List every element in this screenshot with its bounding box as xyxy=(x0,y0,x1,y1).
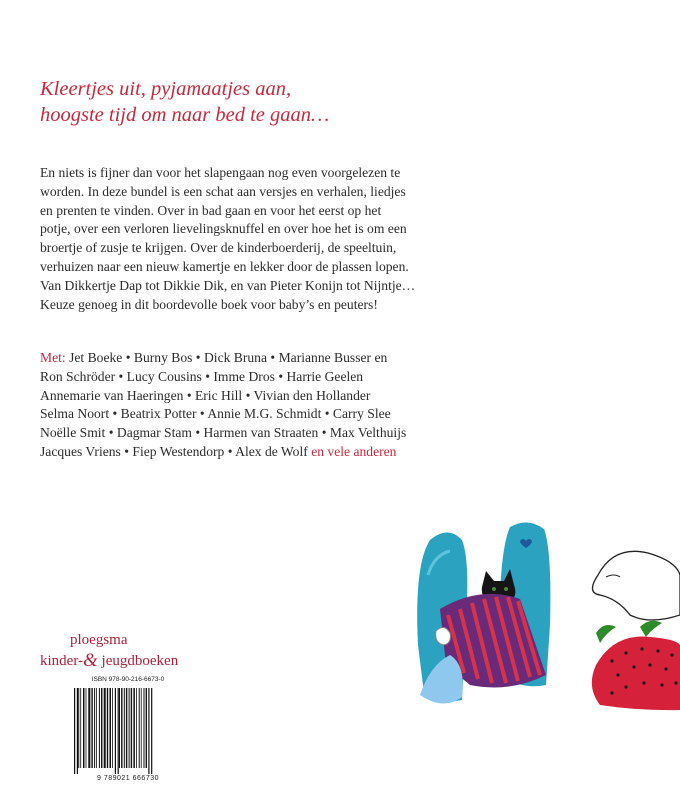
barcode-bar xyxy=(101,688,102,768)
bedtime-illustration xyxy=(400,515,680,715)
barcode-bar xyxy=(139,688,140,768)
barcode-bar xyxy=(124,688,125,768)
barcode-bar xyxy=(119,688,120,768)
barcode-bar xyxy=(112,688,113,768)
blurb-line: potje, over een verloren lievelingsknuffel en over hoe het is om een xyxy=(40,221,407,237)
barcode-bar xyxy=(104,688,106,768)
author-list-more: en vele anderen xyxy=(311,443,397,459)
blurb-line: worden. In deze bundel is een schat aan versjes en verhalen, liedjes xyxy=(40,183,406,199)
barcode-bar xyxy=(148,688,149,774)
publisher-jeugd: jeugdboeken xyxy=(101,653,179,669)
barcode-bar xyxy=(118,688,119,774)
barcode-bar xyxy=(107,688,108,768)
author-line: Annemarie van Haeringen • Eric Hill • Vivian den Hollander xyxy=(40,387,371,403)
author-line: Ron Schröder • Lucy Cousins • Imme Dros • Harrie Geelen xyxy=(40,368,364,384)
barcode-bar xyxy=(141,688,142,768)
ean-number: 9 789021 666730 xyxy=(97,775,159,782)
barcode-bar xyxy=(96,688,97,768)
barcode-bar xyxy=(144,688,145,768)
barcode-bars xyxy=(74,688,182,774)
blurb-line: en prenten te vinden. Over in bad gaan en voor het eerst op het xyxy=(40,202,382,218)
barcode-bar xyxy=(74,688,75,774)
barcode xyxy=(72,676,184,788)
author-line: Selma Noort • Beatrix Potter • Annie M.G. Schmidt • Carry Slee xyxy=(40,406,391,422)
barcode-bar xyxy=(121,688,122,768)
barcode-bar xyxy=(151,688,152,774)
author-line: Noëlle Smit • Dagmar Stam • Harmen van Straaten • Max Velthuijs xyxy=(40,425,407,441)
barcode-bar xyxy=(115,688,116,774)
barcode-bar xyxy=(110,688,112,768)
child xyxy=(436,627,451,645)
barcode-bar xyxy=(88,688,90,768)
author-list xyxy=(40,349,460,462)
isbn-number: ISBN 978-90-216-6673-0 xyxy=(91,676,165,683)
barcode-bar xyxy=(129,688,130,768)
publisher-kinder: kinder- xyxy=(40,653,84,669)
strawberry-bed xyxy=(592,637,680,711)
tagline xyxy=(40,76,329,128)
ampersand-icon: & xyxy=(83,650,98,671)
tagline-line-2: hoogste tijd om naar bed te gaan… xyxy=(40,104,330,126)
barcode-bar xyxy=(131,688,132,768)
barcode-bar xyxy=(83,688,85,768)
author-list-label: Met: xyxy=(40,350,66,365)
tagline-line-1: Kleertjes uit, pyjamaatjes aan, xyxy=(40,78,292,100)
barcode-bar xyxy=(146,688,147,768)
barcode-bar xyxy=(80,688,81,768)
barcode-bar xyxy=(91,688,92,768)
barcode-bar xyxy=(133,688,135,768)
barcode-bar xyxy=(126,688,127,768)
back-cover-blurb xyxy=(40,164,440,314)
barcode-bar xyxy=(94,688,95,768)
rabbit xyxy=(592,551,680,620)
barcode-bar xyxy=(77,688,78,774)
author-line: Jet Boeke • Burny Bos • Dick Bruna • Marianne Busser en xyxy=(69,350,388,365)
blurb-line: broertje of zusje te krijgen. Over de kinderboerderij, de speeltuin, xyxy=(40,240,397,256)
barcode-bar xyxy=(99,688,100,768)
barcode-bar xyxy=(78,688,79,768)
author-line: Jacques Vriens • Fiep Westendorp • Alex de Wolf xyxy=(40,443,308,459)
publisher-logo xyxy=(40,630,178,671)
blurb-line: Keuze genoeg in dit boordevolle boek voor baby’s en peuters! xyxy=(40,296,378,312)
blurb-line: En niets is fijner dan voor het slapengaan nog even voorgelezen te xyxy=(40,165,401,180)
blurb-line: Van Dikkertje Dap tot Dikkie Dik, en van Pieter Konijn tot Nijntje… xyxy=(40,277,416,293)
leaf xyxy=(596,625,616,643)
barcode-bar xyxy=(86,688,87,768)
barcode-bar xyxy=(136,688,137,768)
blurb-line: verhuizen naar een nieuw kamertje en lekker door de plassen lopen. xyxy=(40,258,409,274)
publisher-name: ploegsma xyxy=(70,632,128,648)
